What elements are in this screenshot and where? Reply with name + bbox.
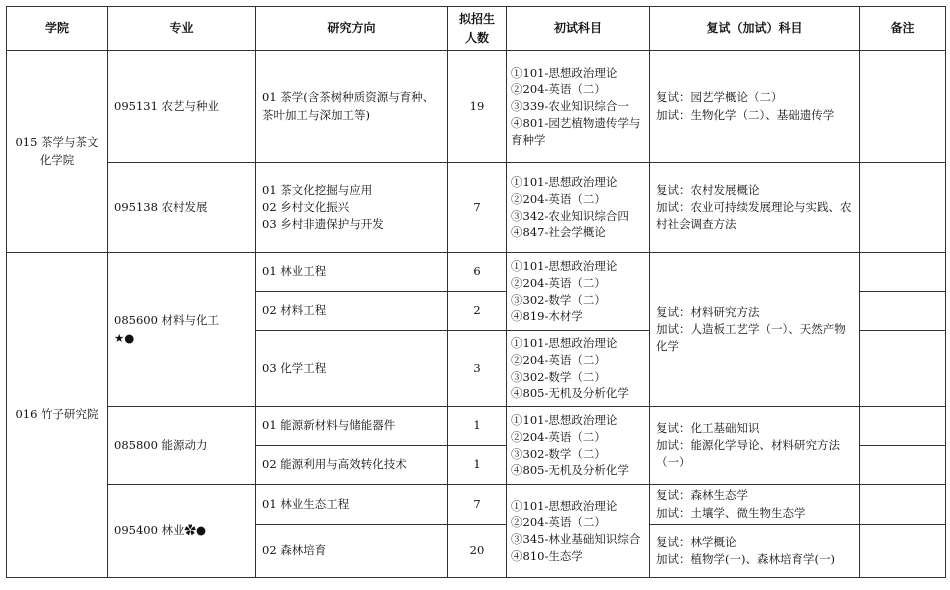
- direction-095400-2: 02 森林培育: [256, 525, 448, 578]
- table-row: [7, 407, 946, 446]
- exam-085600-a: [507, 253, 650, 331]
- direction-item: 02 乡村文化振兴: [262, 199, 350, 214]
- exam-item: ④810-生态学: [511, 548, 583, 563]
- exam-item: ③345-林业基础知识综合: [511, 532, 641, 546]
- major-095131: 095131 农艺与种业: [108, 51, 256, 163]
- remark-cell: [860, 163, 946, 253]
- quota-095400-2: 20: [448, 525, 507, 578]
- remark-cell: [860, 446, 946, 485]
- remark-cell: [860, 407, 946, 446]
- retest-095400-2: [650, 525, 860, 578]
- exam-085600-b: [507, 331, 650, 407]
- direction-095400-1: 01 林业生态工程: [256, 485, 448, 525]
- retest-095131: [650, 51, 860, 163]
- direction-085600-2: 02 材料工程: [256, 292, 448, 331]
- college-015: 015 茶学与茶文化学院: [7, 51, 108, 253]
- exam-item: ②204-英语（二）: [511, 191, 606, 206]
- retest-095138: [650, 163, 860, 253]
- exam-item: ③302-数学（二）: [511, 369, 606, 384]
- quota-095131: 19: [448, 51, 507, 163]
- exam-item: ①101-思想政治理论: [511, 498, 618, 513]
- quota-085800-1: 1: [448, 407, 507, 446]
- direction-item: 03 乡村非遗保护与开发: [262, 217, 384, 232]
- header-direction: 研究方向: [256, 7, 448, 51]
- direction-085800-1: 01 能源新材料与储能器件: [256, 407, 448, 446]
- retest-item: 复试：材料研究方法: [656, 304, 760, 319]
- major-095400: 095400 林业✿●: [108, 485, 256, 578]
- direction-095138: [256, 163, 448, 253]
- exam-item: ③342-农业知识综合四: [511, 208, 629, 223]
- direction-item: 01 茶文化挖掘与应用: [262, 182, 373, 197]
- quota-085600-2: 2: [448, 292, 507, 331]
- exam-085800: [507, 407, 650, 485]
- major-085600-name: 085600 材料与化工: [114, 313, 220, 328]
- header-retest: 复试（加试）科目: [650, 7, 860, 51]
- table-row: [7, 485, 946, 525]
- exam-item: ①101-思想政治理论: [511, 413, 618, 428]
- retest-085800: [650, 407, 860, 485]
- exam-item: ②204-英语（二）: [511, 429, 606, 444]
- header-quota-line1: 拟招生: [458, 11, 495, 26]
- exam-item: ③339-农业知识综合一: [511, 99, 629, 114]
- header-exam: 初试科目: [507, 7, 650, 51]
- retest-item: 加试：植物学(一)、森林培育学(一): [656, 552, 835, 566]
- retest-item: 复试：农村发展概论: [656, 182, 760, 197]
- retest-item: 复试：化工基础知识: [656, 420, 760, 435]
- exam-item: ②204-英语（二）: [511, 352, 606, 367]
- exam-item: ③302-数学（二）: [511, 292, 606, 307]
- table-row: [7, 51, 946, 163]
- exam-item: ②204-英语（二）: [511, 515, 606, 530]
- major-095138: 095138 农村发展: [108, 163, 256, 253]
- header-college: 学院: [7, 7, 108, 51]
- exam-095138: [507, 163, 650, 253]
- quota-095138: 7: [448, 163, 507, 253]
- exam-item: ④805-无机及分析化学: [511, 463, 629, 478]
- header-quota-line2: 人数: [464, 30, 489, 45]
- exam-095131: [507, 51, 650, 163]
- remark-cell: [860, 292, 946, 331]
- exam-item: ④847-社会学概论: [511, 225, 606, 240]
- table-row: [7, 163, 946, 253]
- header-quota: [448, 7, 507, 51]
- header-major: 专业: [108, 7, 256, 51]
- exam-item: ③302-数学（二）: [511, 446, 606, 461]
- remark-cell: [860, 51, 946, 163]
- exam-item: ②204-英语（二）: [511, 275, 606, 290]
- retest-item: 复试：林学概论: [656, 534, 737, 549]
- exam-item: ①101-思想政治理论: [511, 259, 618, 274]
- retest-item: 复试：森林生态学: [656, 488, 748, 503]
- retest-item: 加试：人造板工艺学（一）、天然产物化学: [656, 321, 846, 354]
- quota-085600-1: 6: [448, 253, 507, 292]
- header-remark: 备注: [860, 7, 946, 51]
- direction-085600-3: 03 化学工程: [256, 331, 448, 407]
- direction-085600-1: 01 林业工程: [256, 253, 448, 292]
- exam-item: ④805-无机及分析化学: [511, 386, 629, 401]
- retest-item: 加试：能源化学导论、材料研究方法（一）: [656, 437, 840, 470]
- college-016: 016 竹子研究院: [7, 253, 108, 578]
- major-085800: 085800 能源动力: [108, 407, 256, 485]
- retest-item: 加试：生物化学（二）、基础遗传学: [656, 107, 835, 122]
- exam-item: ①101-思想政治理论: [511, 336, 618, 351]
- retest-085600: [650, 253, 860, 407]
- exam-item: ④801-园艺植物遗传学与育种学: [511, 115, 641, 147]
- table-row: [7, 253, 946, 292]
- quota-085600-3: 3: [448, 331, 507, 407]
- remark-cell: [860, 253, 946, 292]
- exam-item: ①101-思想政治理论: [511, 65, 618, 80]
- remark-cell: [860, 485, 946, 525]
- retest-item: 加试：土壤学、微生物生态学: [656, 505, 806, 520]
- exam-item: ②204-英语（二）: [511, 82, 606, 97]
- exam-095400: [507, 485, 650, 578]
- major-085600-marks: ★●: [114, 330, 135, 345]
- retest-item: 加试：农业可持续发展理论与实践、农村社会调查方法: [656, 199, 852, 232]
- quota-095400-1: 7: [448, 485, 507, 525]
- major-085600: [108, 253, 256, 407]
- exam-item: ①101-思想政治理论: [511, 175, 618, 190]
- direction-095131: 01 茶学(含茶树种质资源与育种、茶叶加工与深加工等): [256, 51, 448, 163]
- exam-item: ④819-木材学: [511, 309, 583, 324]
- remark-cell: [860, 331, 946, 407]
- remark-cell: [860, 525, 946, 578]
- header-row: [7, 7, 946, 51]
- retest-item: 复试：园艺学概论（二）: [656, 90, 783, 105]
- direction-085800-2: 02 能源利用与高效转化技术: [256, 446, 448, 485]
- admissions-table: [6, 6, 946, 578]
- quota-085800-2: 1: [448, 446, 507, 485]
- retest-095400-1: [650, 485, 860, 525]
